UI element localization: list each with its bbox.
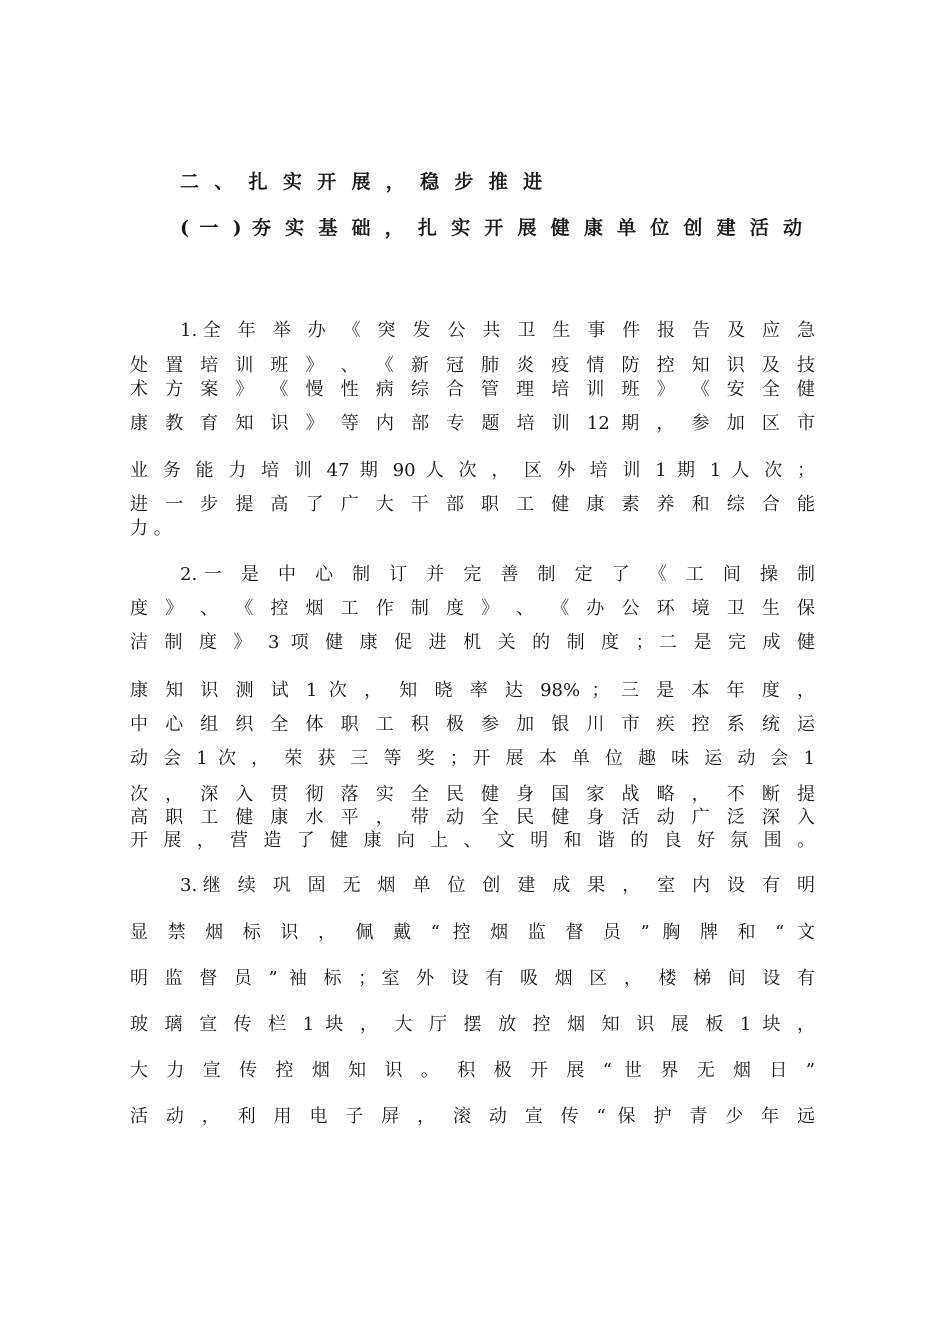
- paragraph-line: 术 方 案 》 《 慢 性 病 综 合 管 理 培 训 班 》 《 安 全 健: [130, 379, 815, 400]
- paragraph-line: 1.全 年 举 办 《 突 发 公 共 卫 生 事 件 报 告 及 应 急: [180, 320, 815, 341]
- paragraph-line: 康 知 识 测 试 1 次 ， 知 晓 率 达 98% ； 三 是 本 年 度 ，: [130, 680, 815, 701]
- paragraph-line: 2.一 是 中 心 制 订 并 完 善 制 定 了 《 工 间 操 制: [180, 564, 816, 585]
- paragraph-line: 次 ， 深 入 贯 彻 落 实 全 民 健 身 国 家 战 略 ， 不 断 提: [130, 784, 815, 805]
- paragraph-line: 度 》 、 《 控 烟 工 作 制 度 》 、 《 办 公 环 境 卫 生 保: [130, 598, 815, 619]
- paragraph-line: 高 职 工 健 康 水 平 ， 带 动 全 民 健 身 活 动 广 泛 深 入: [130, 807, 815, 828]
- paragraph-line: 明 监 督 员 ” 袖 标 ；室 外 设 有 吸 烟 区 ， 楼 梯 间 设 有: [130, 968, 815, 989]
- paragraph-line: 处 置 培 训 班 》 、 《 新 冠 肺 炎 疫 情 防 控 知 识 及 技: [130, 355, 815, 376]
- paragraph-line: 显 禁 烟 标 识 ， 佩 戴 “ 控 烟 监 督 员 ” 胸 牌 和 “ 文: [130, 922, 815, 943]
- section-heading: 二 、 扎 实 开 展 ， 稳 步 推 进: [180, 171, 542, 193]
- paragraph-line: 中 心 组 织 全 体 职 工 积 极 参 加 银 川 市 疾 控 系 统 运: [130, 714, 815, 735]
- paragraph-line: 动 会 1 次 ， 荣 获 三 等 奖 ；开 展 本 单 位 趣 味 运 动 会 1: [130, 748, 815, 769]
- paragraph-line: 3.继 续 巩 固 无 烟 单 位 创 建 成 果 ， 室 内 设 有 明: [180, 875, 815, 896]
- paragraph-line: 玻 璃 宣 传 栏 1 块 ， 大 厅 摆 放 控 烟 知 识 展 板 1 块 ，: [130, 1014, 815, 1035]
- paragraph-line: 活 动 ， 利 用 电 子 屏 ， 滚 动 宣 传 “ 保 护 青 少 年 远: [130, 1106, 815, 1127]
- paragraph-line: 洁 制 度 》 3 项 健 康 促 进 机 关 的 制 度 ；二 是 完 成 健: [130, 632, 815, 653]
- paragraph-line: 康 教 育 知 识 》 等 内 部 专 题 培 训 12 期 ， 参 加 区 市: [130, 413, 815, 434]
- paragraph-line: 开 展 ， 营 造 了 健 康 向 上 、 文 明 和 谐 的 良 好 氛 围 。: [130, 830, 815, 851]
- subsection-heading: ( 一 ) 夯 实 基 础 ， 扎 实 开 展 健 康 单 位 创 建 活 动: [180, 217, 802, 239]
- paragraph-line: 大 力 宣 传 控 烟 知 识 。 积 极 开 展 “ 世 界 无 烟 日 ”: [130, 1060, 815, 1081]
- paragraph-line: 进 一 步 提 高 了 广 大 干 部 职 工 健 康 素 养 和 综 合 能: [130, 494, 815, 515]
- paragraph-line: 力 。: [130, 518, 172, 539]
- paragraph-line: 业 务 能 力 培 训 47 期 90 人 次 ， 区 外 培 训 1 期 1 人 次 ；: [130, 460, 815, 481]
